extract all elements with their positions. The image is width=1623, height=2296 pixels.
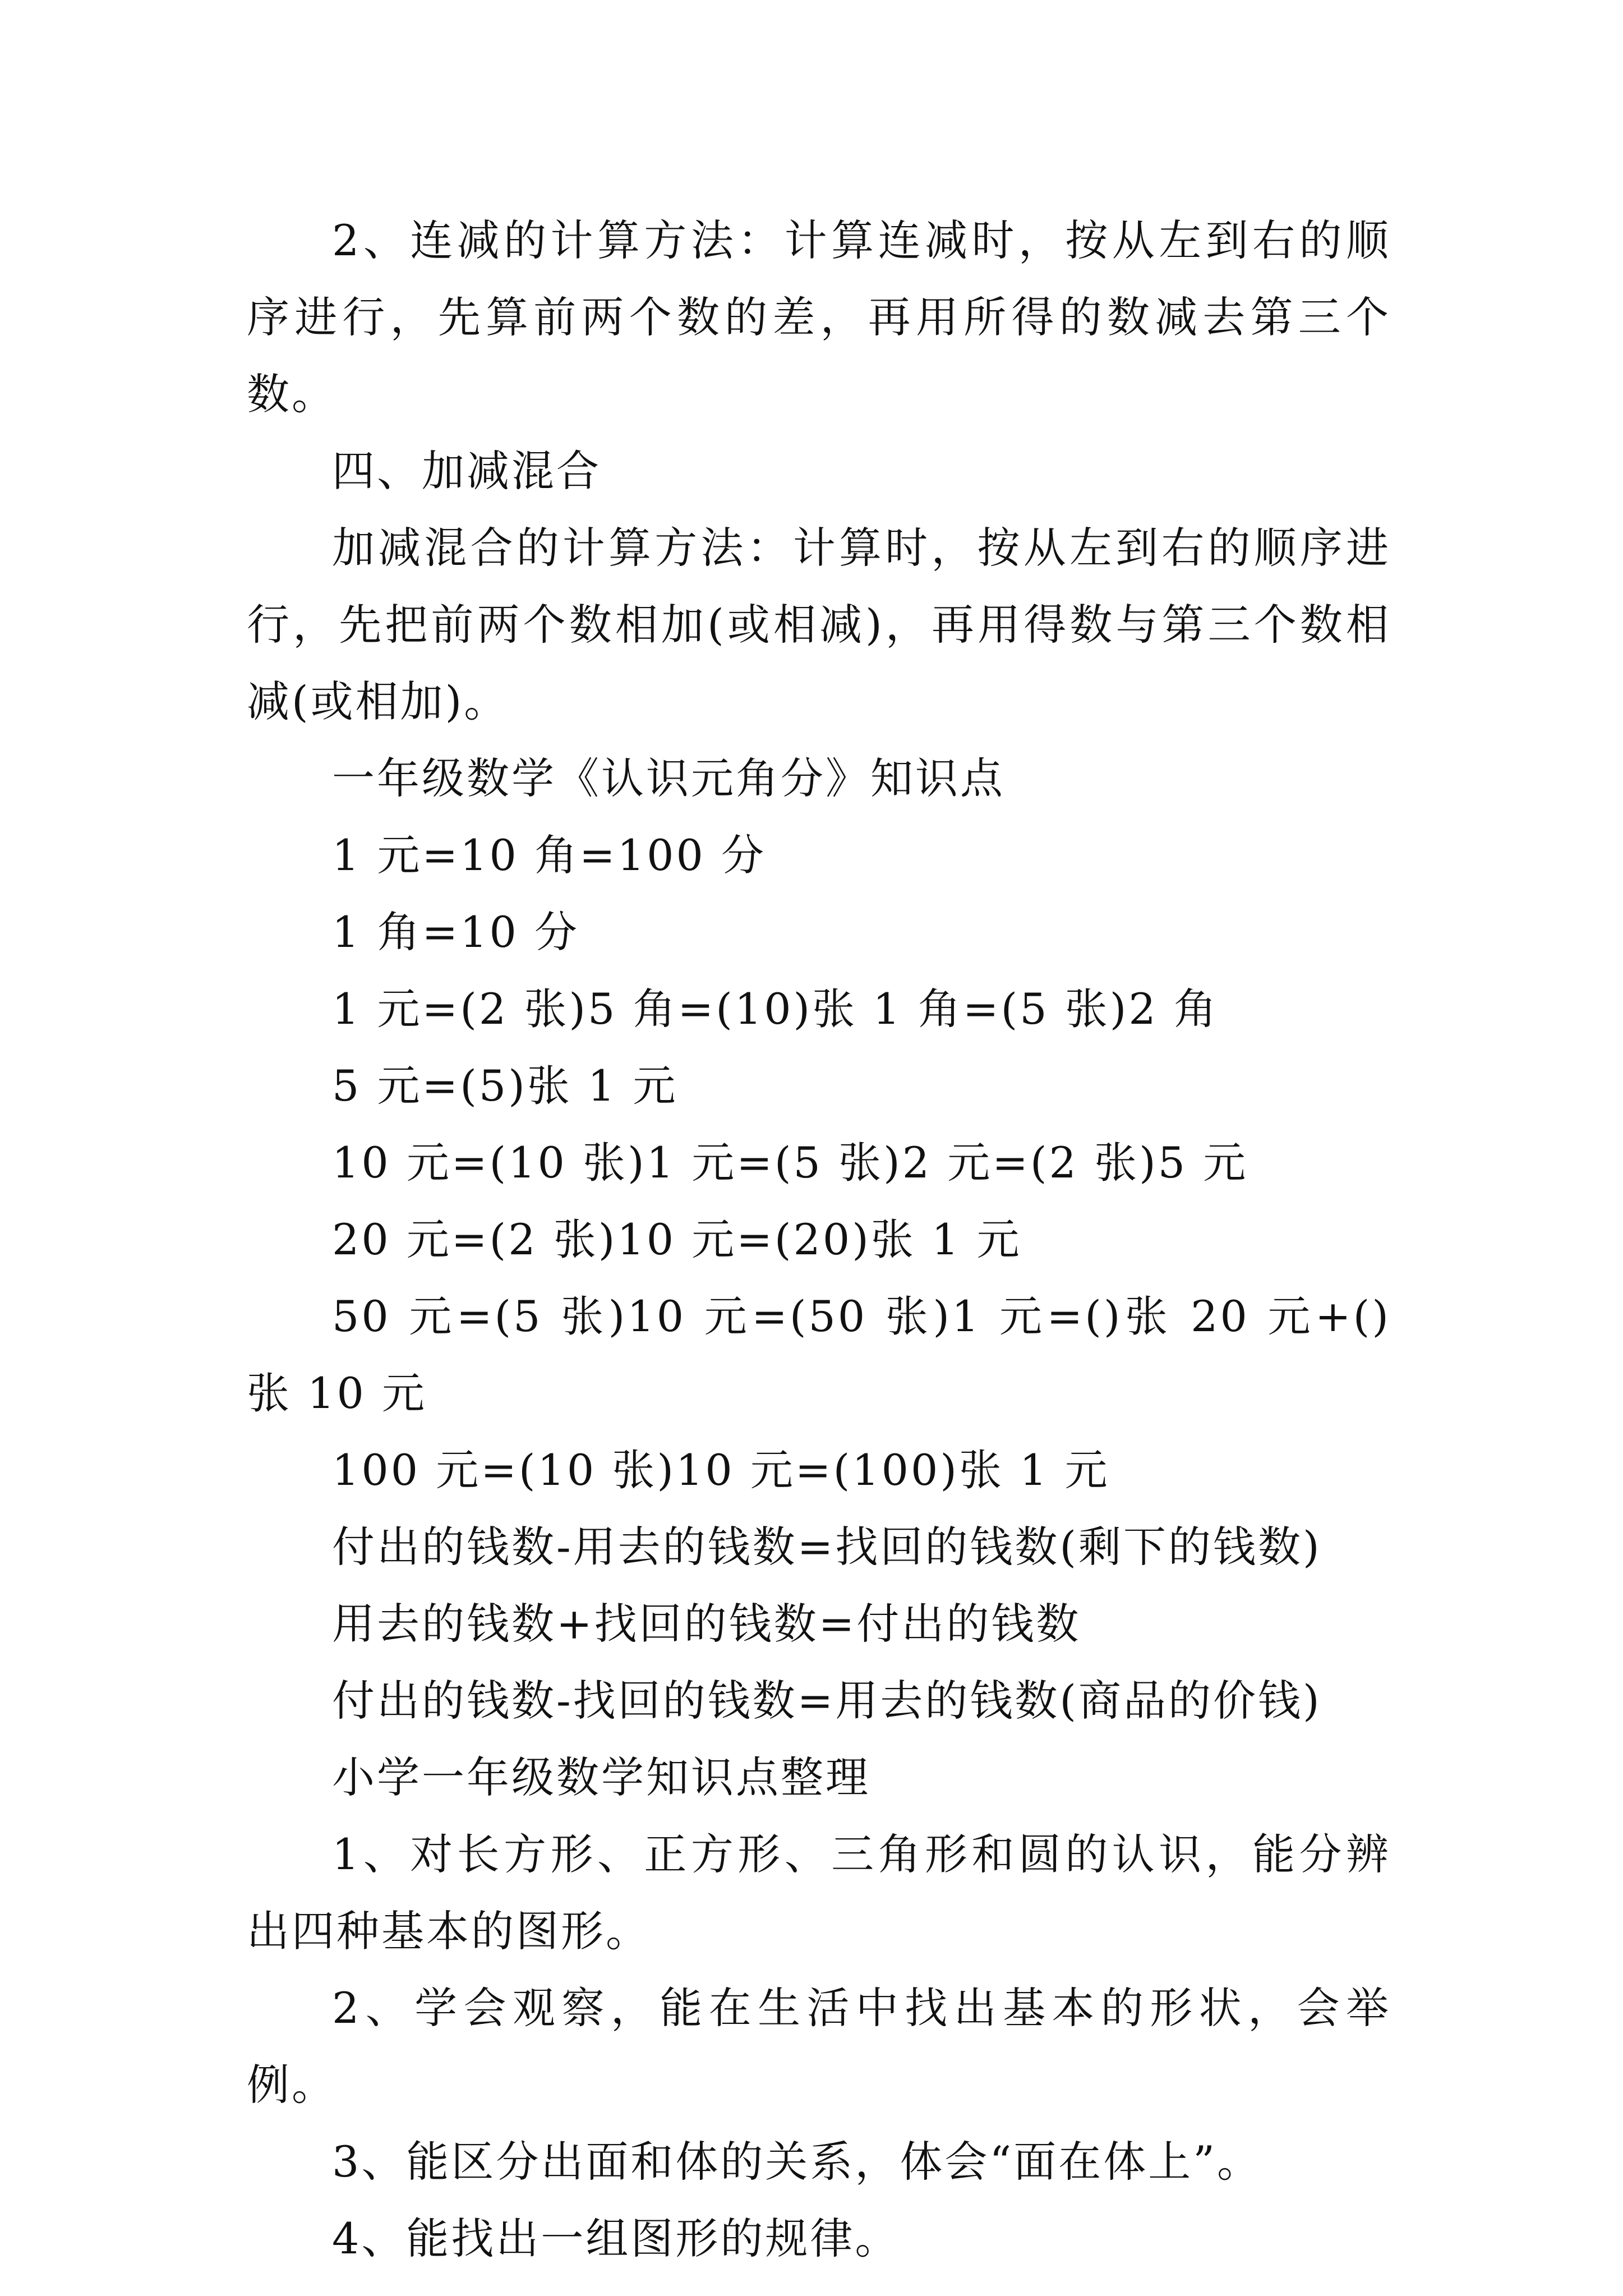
money-line: 10 元=(10 张)1 元=(5 张)2 元=(2 张)5 元 (332, 1138, 1248, 1188)
section-heading-mixed-operations: 四、加减混合 (332, 446, 601, 496)
money-formula: 付出的钱数-找回的钱数=用去的钱数(商品的价钱) (332, 1676, 1322, 1726)
list-item: 4、能找出一组图形的规律。 (332, 2214, 900, 2263)
document-body (247, 202, 1391, 2277)
money-line: 1 角=10 分 (332, 907, 580, 957)
money-formula: 付出的钱数-用去的钱数=找回的钱数(剩下的钱数) (332, 1522, 1322, 1572)
money-line: 100 元=(10 张)10 元=(100)张 1 元 (332, 1445, 1110, 1495)
paragraph-subtraction-method: 2、连减的计算方法：计算连减时，按从左到右的顺序进行，先算前两个数的差，再用所得的数减去第三个数。 (247, 215, 1391, 419)
money-line: 5 元=(5)张 1 元 (332, 1061, 678, 1111)
list-item: 1、对长方形、正方形、三角形和圆的认识，能分辨出四种基本的图形。 (247, 1829, 1391, 1956)
money-line: 1 元=(2 张)5 角=(10)张 1 角=(5 张)2 角 (332, 984, 1219, 1034)
list-item: 3、能区分出面和体的关系，体会“面在体上”。 (332, 2137, 1262, 2187)
money-formula: 用去的钱数+找回的钱数=付出的钱数 (332, 1599, 1081, 1649)
section-heading-summary: 小学一年级数学知识点整理 (332, 1752, 870, 1802)
list-item: 2、学会观察，能在生活中找出基本的形状，会举例。 (247, 1983, 1391, 2110)
paragraph-mixed-method: 加减混合的计算方法：计算时，按从左到右的顺序进行，先把前两个数相加(或相减)，再用得数与第三个数相减(或相加)。 (247, 523, 1391, 726)
money-line: 20 元=(2 张)10 元=(20)张 1 元 (332, 1214, 1022, 1264)
money-line: 1 元=10 角=100 分 (332, 830, 766, 880)
money-line: 50 元=(5 张)10 元=(50 张)1 元=()张 20 元+()张 10 元 (247, 1291, 1391, 1418)
section-heading-money: 一年级数学《认识元角分》知识点 (332, 753, 1005, 803)
